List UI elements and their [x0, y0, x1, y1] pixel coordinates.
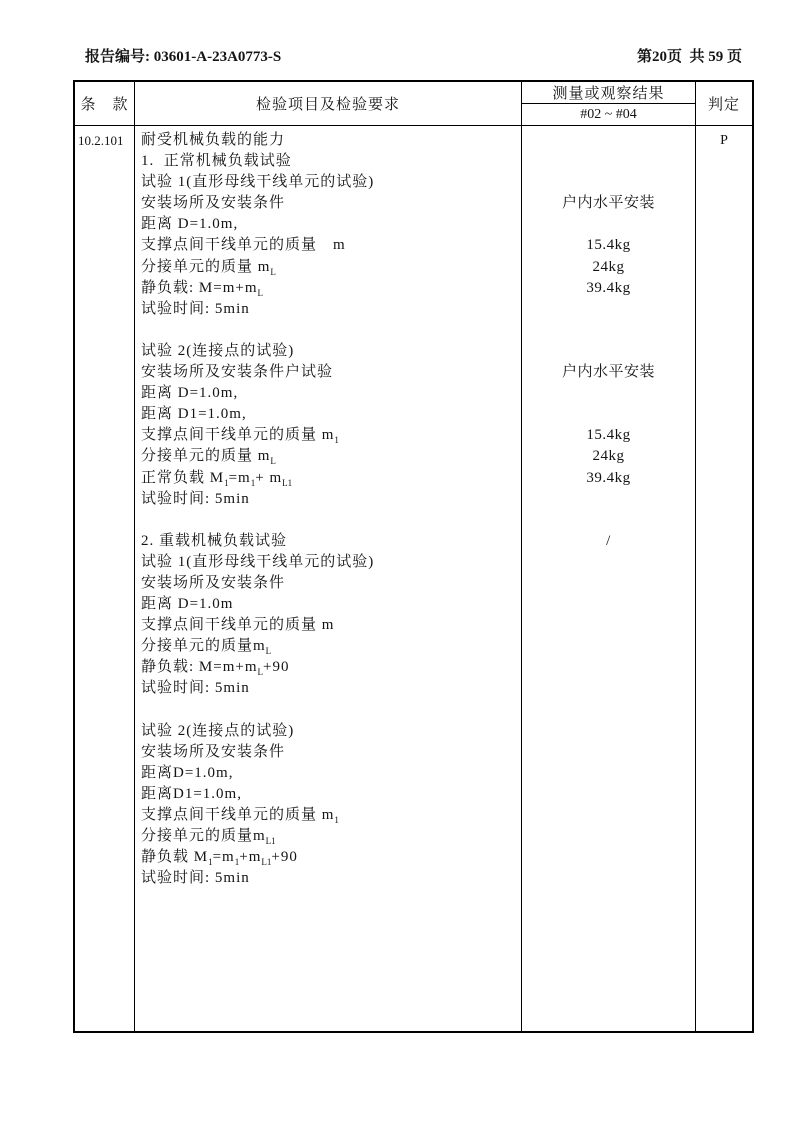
item-line: 试验 2(连接点的试验) [141, 342, 295, 359]
item-line: 分接单元的质量$m_{L1}$ [141, 828, 276, 847]
clause-number: 10.2.101 [78, 133, 124, 148]
item-line: 试验 1(直形母线干线单元的试验) [141, 174, 375, 191]
item-line: 安装场所及安装条件户试验 [141, 364, 334, 381]
result-line [522, 868, 695, 889]
result-line: 39.4kg [586, 469, 631, 486]
item-line: 距离 D=1.0m, [141, 385, 239, 402]
item-line: 静负载: $M=m+m_L+90$ [141, 659, 290, 678]
item-line: 试验时间: 5min [141, 680, 250, 697]
clause-cell [75, 126, 135, 1031]
item-line: 1. 正常机械负载试验 [141, 153, 292, 170]
page-header [85, 45, 742, 66]
item-line [141, 320, 521, 341]
verdict-cell [696, 126, 752, 1031]
item-line: 距离 D=1.0m, [141, 216, 239, 233]
result-line [522, 489, 695, 510]
item-line: 分接单元的质量 $m_L$ [141, 448, 276, 467]
item-lines [135, 126, 522, 1031]
item-line: 分接单元的质量$m_L$ [141, 638, 272, 657]
verdict-value: P [720, 133, 728, 148]
item-line [141, 700, 521, 721]
item-line: 试验时间: 5min [141, 870, 250, 887]
result-line [522, 805, 695, 826]
header-verdict: 判定 [707, 97, 740, 113]
item-line: 支撑点间干线单元的质量 $m_1$ [141, 807, 339, 825]
result-line [522, 847, 695, 868]
item-line: 安装场所及安装条件 [141, 743, 286, 760]
result-line: / [606, 532, 611, 549]
result-line [522, 383, 695, 404]
result-line [522, 826, 695, 847]
result-line [522, 615, 695, 636]
result-line [522, 678, 695, 699]
result-line [522, 552, 695, 573]
report-number: 报告编号: 03601-A-23A0773-S [85, 49, 282, 65]
item-line: 距离 D=1.0m [141, 596, 234, 613]
item-line: 距离D1=1.0m, [141, 785, 242, 802]
result-line: 15.4kg [586, 427, 631, 444]
result-line [522, 214, 695, 235]
result-line [522, 700, 695, 721]
item-line: 试验时间: 5min [141, 490, 250, 507]
item-line: 静负载 $M_1=m_1+m_{L1}+90$ [141, 849, 298, 868]
item-line: 距离 D1=1.0m, [141, 406, 247, 423]
result-line [522, 510, 695, 531]
result-line [522, 763, 695, 784]
item-line: 耐受机械负载的能力 [141, 132, 286, 148]
header-result [522, 82, 696, 125]
inspection-report-table [73, 80, 754, 1033]
result-line [522, 320, 695, 341]
result-lines [522, 126, 696, 1031]
item-line: 试验 2(连接点的试验) [141, 722, 295, 739]
item-line: 安装场所及安装条件 [141, 574, 286, 591]
result-line [522, 172, 695, 193]
result-line: 39.4kg [586, 279, 631, 296]
result-line [522, 742, 695, 763]
result-line [522, 721, 695, 742]
result-line [522, 573, 695, 594]
item-line: 支撑点间干线单元的质量 m [141, 237, 346, 254]
result-line [522, 299, 695, 320]
result-line [522, 594, 695, 615]
item-line: 支撑点间干线单元的质量 m [141, 617, 335, 634]
result-line [522, 657, 695, 678]
result-line [522, 636, 695, 657]
header-result-samples: #02 ~ #04 [580, 106, 637, 122]
result-line [522, 784, 695, 805]
result-line: 户内水平安装 [561, 364, 655, 381]
result-line [522, 130, 695, 151]
item-line: 试验时间: 5min [141, 300, 250, 317]
result-line: 24kg [592, 258, 625, 275]
item-line: 正常负载 $M_1=m_1+ m_{L1}$ [141, 469, 293, 488]
item-line: 试验 1(直形母线干线单元的试验) [141, 553, 375, 570]
header-result-title: 测量或观察结果 [522, 82, 695, 104]
result-line: 24kg [592, 448, 625, 465]
item-line [141, 510, 521, 531]
result-line [522, 151, 695, 172]
result-line [522, 404, 695, 425]
result-line [522, 341, 695, 362]
item-line: 分接单元的质量 $m_L$ [141, 258, 276, 277]
header-clause: 条 款 [75, 82, 135, 125]
table-header-row [75, 82, 752, 126]
item-line: 支撑点间干线单元的质量 $m_1$ [141, 427, 339, 446]
page-indicator: 第20页 共 59 页 [636, 49, 742, 65]
item-line: 2. 重载机械负载试验 [141, 532, 288, 549]
header-item: 检验项目及检验要求 [135, 82, 522, 125]
table-body-row [75, 126, 752, 1031]
item-line: 安装场所及安装条件 [141, 195, 286, 212]
result-line: 15.4kg [586, 237, 631, 254]
item-line: 距离D=1.0m, [141, 764, 234, 781]
result-line: 户内水平安装 [561, 195, 655, 212]
item-line: 静负载: $M=m+m_L$ [141, 279, 264, 298]
